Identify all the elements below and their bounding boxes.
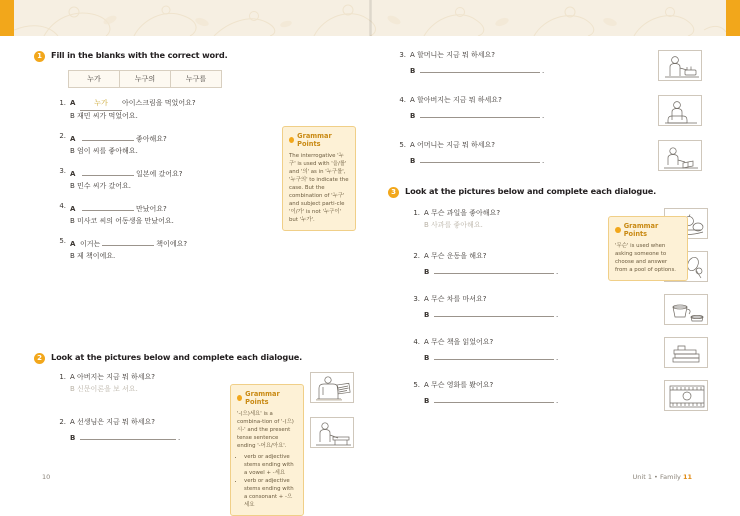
picture-movie-scene: [664, 380, 708, 411]
speaker-b: B: [424, 353, 430, 362]
grammar-points-body-3: '무슨' is used when asking someone to choose and answer from a pool of options.: [615, 243, 676, 273]
grammar-points-title-2: [237, 390, 297, 406]
section-1-title: Fill in the blanks with the correct word.: [51, 50, 228, 60]
section-1-number: 1: [34, 51, 45, 62]
question-line-a: A 아버지는 지금 뭐 하세요?: [70, 373, 156, 381]
answer-line-b: [424, 263, 582, 278]
section-2-title: Look at the pictures below and complete each dialogue.: [51, 352, 303, 362]
item-number: 3.: [413, 295, 420, 303]
answer-line-b: [410, 152, 580, 167]
page-number-left: 10: [42, 473, 51, 481]
item-number: 5.: [413, 381, 420, 389]
list-item: [392, 140, 702, 171]
left-page-column: [20, 36, 360, 508]
question-line-a: A 무슨 책을 읽었어요?: [424, 338, 494, 346]
question-line-a: A 할머니는 지금 뭐 하세요?: [410, 51, 496, 59]
period: .: [556, 267, 559, 276]
answer-blank[interactable]: [82, 201, 134, 211]
list-item: [392, 50, 702, 81]
left-accent-tab: [0, 0, 14, 36]
question-line-b: B 재민 씨가 먹었어요.: [70, 111, 138, 120]
grammar-points-box-3: [608, 216, 688, 281]
grammar-points-box-1: [282, 126, 356, 231]
period: .: [542, 111, 545, 120]
grammar-title-text: Grammar Points: [245, 390, 280, 406]
speaker-a: A: [70, 205, 76, 213]
section-2: [34, 352, 354, 455]
question-line-a: A 무슨 과일을 좋아해요?: [424, 209, 501, 217]
period: .: [542, 156, 545, 165]
question-line-a: A 무슨 운동을 해요?: [424, 252, 487, 260]
period: .: [178, 433, 181, 442]
list-item: [52, 417, 354, 448]
item-number: 2.: [59, 132, 66, 140]
answer-blank[interactable]: [434, 349, 554, 360]
word-bank-cell-3: 누구를: [185, 75, 207, 83]
page-number-right: 11: [682, 473, 692, 481]
section-2-number: 2: [34, 353, 45, 364]
grammar-points-body-1: The interrogative '누구' is used with '을/를' and '의' as in '누구를', '누구의' to indicate the case. But the combination of '누구' and subject parti-cle '이/가' is not '누구이' but '누가'.: [289, 153, 349, 223]
list-item: [406, 380, 708, 411]
item-number: 1.: [59, 99, 66, 107]
section-3-title: Look at the pictures below and complete each dialogue.: [405, 186, 657, 196]
answer-blank[interactable]: [82, 131, 134, 141]
answer-blank[interactable]: [80, 429, 176, 440]
answer-line-b: [424, 392, 582, 407]
list-item: [406, 294, 708, 325]
answer-line-b[interactable]: B 사과를 좋아해요.: [424, 220, 483, 229]
question-line-a: [70, 236, 354, 251]
grammar-points-title-3: [615, 222, 681, 238]
answer-line-b: [410, 62, 580, 77]
item-number: 4.: [399, 96, 406, 104]
picture-teacher-at-desk: [310, 417, 354, 448]
speaker-b: B: [424, 396, 430, 405]
word-bank-cell-2: 누구의: [120, 71, 171, 87]
grammar-title-text: Grammar Points: [623, 222, 659, 238]
period: .: [542, 66, 545, 75]
question-text: 좋아해요?: [136, 135, 167, 143]
question-line-b: B 제 책이에요.: [70, 251, 116, 260]
list-item: [406, 337, 708, 368]
item-number: 3.: [59, 167, 66, 175]
word-bank-cell-1: 누가: [69, 71, 120, 87]
answer-blank[interactable]: [420, 152, 540, 163]
question-text: 아이스크림을 먹었어요?: [122, 99, 196, 107]
question-line-a: [70, 98, 354, 111]
question-text: 책이에요?: [156, 240, 188, 248]
section-2-continued: [392, 50, 702, 178]
section-1-header: [34, 50, 354, 62]
question-line-a: A 선생님은 지금 뭐 하세요?: [70, 418, 156, 426]
item-number: 1.: [59, 373, 66, 381]
grammar-title-text: Grammar Points: [297, 132, 332, 148]
question-line-a: A 무슨 차를 마셔요?: [424, 295, 487, 303]
speaker-a: A: [70, 135, 76, 143]
answer-line-b: [424, 349, 582, 364]
right-accent-tab: [726, 0, 740, 36]
question-line-a: A 할아버지는 지금 뭐 하세요?: [410, 96, 502, 104]
item-number: 5.: [59, 237, 66, 245]
speaker-b: B: [410, 66, 416, 75]
speaker-b: B: [410, 156, 416, 165]
speaker-b: B: [424, 267, 430, 276]
picture-tea-cups: [664, 294, 708, 325]
answer-blank[interactable]: 누가: [80, 98, 122, 111]
question-line-a: A 무슨 영화를 봤어요?: [424, 381, 494, 389]
item-number: 2.: [413, 252, 420, 260]
picture-mother-reading: [658, 140, 702, 171]
grammar-bullet: • verb or adjective stems ending with a consonant + -으세요: [244, 477, 297, 509]
picture-grandfather-sitting: [658, 95, 702, 126]
grammar-points-box-2: [230, 384, 304, 516]
section-3-header: [388, 186, 708, 198]
picture-books-stack: [664, 337, 708, 368]
item-number: 4.: [413, 338, 420, 346]
list-item: [52, 236, 354, 262]
footer-unit-label: Unit 1 • Family: [632, 473, 681, 481]
item-number: 4.: [59, 202, 66, 210]
grammar-points-title-1: [289, 132, 349, 148]
list-item: [52, 98, 354, 122]
answer-blank[interactable]: [82, 166, 134, 176]
question-text: 일본에 갔어요?: [136, 170, 183, 178]
item-number: 5.: [399, 141, 406, 149]
section-2-question-list: [52, 372, 354, 448]
lightbulb-icon: [615, 227, 621, 233]
list-item: [52, 372, 354, 403]
section-2-header: [34, 352, 354, 364]
speaker-a: A: [70, 99, 76, 107]
speaker-a: A: [70, 170, 76, 178]
page-footer-right: [633, 473, 692, 481]
answer-line-b: [70, 429, 222, 444]
picture-man-reading-newspaper: [310, 372, 354, 403]
right-page-column: [374, 36, 714, 493]
period: .: [556, 353, 559, 362]
question-text: 만났어요?: [136, 205, 167, 213]
answer-line-b: [410, 107, 580, 122]
answer-blank[interactable]: [434, 263, 554, 274]
speaker-b: B: [410, 111, 416, 120]
grammar-points-body-2: '-(으)세요' is a combina-tion of '-(으)시-' and the present tense sentence ending '-어요/아요'.: [237, 411, 294, 449]
question-line-b: B 엄이 씨를 좋아해요.: [70, 146, 138, 155]
answer-blank[interactable]: [420, 107, 540, 118]
page-sheet: [14, 36, 726, 508]
question-line-b: B 미사코 씨의 어동생을 만났어요.: [70, 216, 174, 225]
answer-line-b[interactable]: B 신문이론을 보 셔요.: [70, 384, 138, 393]
question-prefix: 이거는: [80, 240, 101, 248]
grammar-bullet: • verb or adjective stems ending with a vowel + -세요: [244, 453, 297, 477]
question-line-b: B 민수 씨가 갔어요.: [70, 181, 132, 190]
item-number: 1.: [413, 209, 420, 217]
answer-blank[interactable]: [434, 392, 554, 403]
list-item: [392, 95, 702, 126]
answer-blank[interactable]: [102, 236, 154, 246]
answer-line-b: [424, 306, 582, 321]
section-3-number: 3: [388, 187, 399, 198]
word-bank: [68, 70, 222, 88]
lightbulb-icon: [289, 137, 294, 143]
speaker-b: B: [70, 433, 76, 442]
item-number: 2.: [59, 418, 66, 426]
answer-blank[interactable]: [434, 306, 554, 317]
period: .: [556, 396, 559, 405]
item-number: 3.: [399, 51, 406, 59]
answer-blank[interactable]: [420, 62, 540, 73]
lightbulb-icon: [237, 395, 242, 401]
grammar-points-bullets: [237, 453, 297, 509]
picture-grandmother-cooking: [658, 50, 702, 81]
speaker-a: A: [70, 240, 76, 248]
period: .: [556, 310, 559, 319]
speaker-b: B: [424, 310, 430, 319]
question-line-a: A 어머니는 지금 뭐 하세요?: [410, 141, 496, 149]
